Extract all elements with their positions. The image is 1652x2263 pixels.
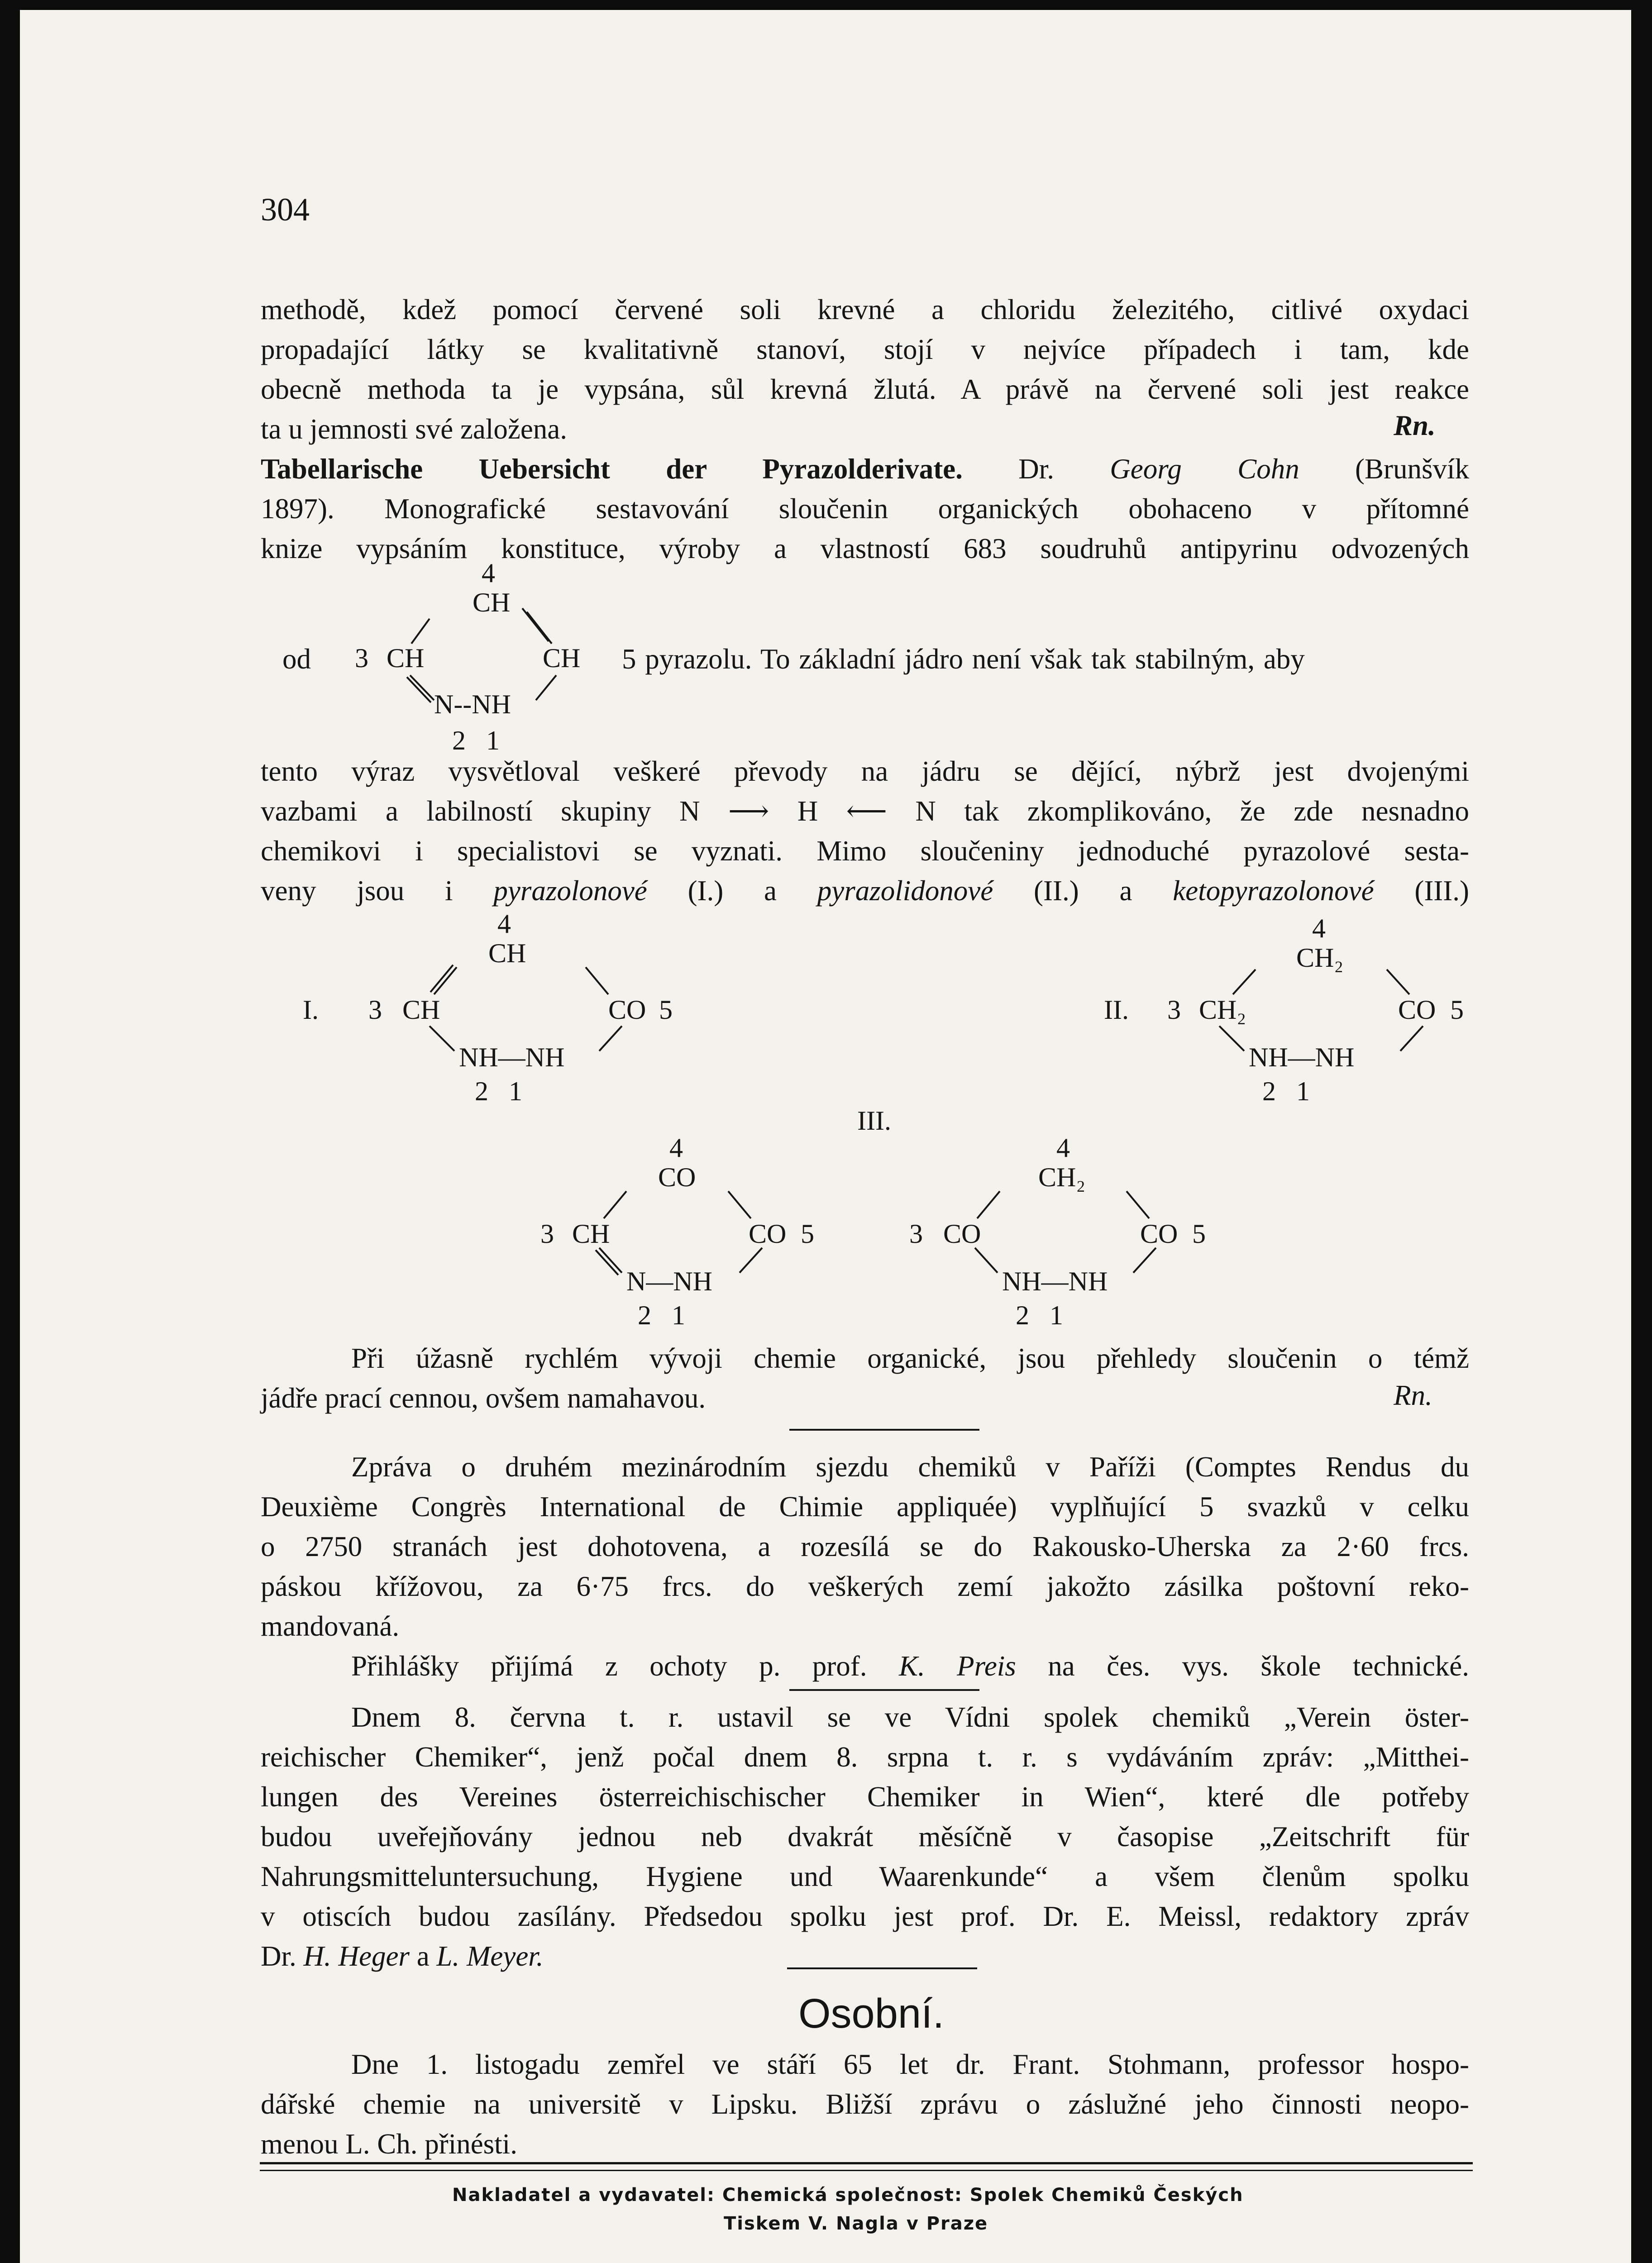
section-divider: [789, 1689, 979, 1691]
text-fragment: Přihlášky přijímá z ochoty p. prof.: [351, 1650, 867, 1682]
structure-label: I.: [303, 995, 319, 1025]
publisher-line: Nakladatel a vydavatel: Chemická společnost: Spolek Chemiků Českých: [452, 2185, 1244, 2206]
person-initial: K.: [898, 1650, 925, 1682]
atom-number: 3: [909, 1219, 923, 1249]
compound-class: ketopyrazolonové: [1173, 875, 1374, 907]
text-line: 1897). Monografické sestavování sloučenin organických obohaceno v přítomné: [261, 493, 1469, 525]
author-prefix: Dr.: [1018, 453, 1054, 485]
text-fragment: (III.): [1414, 875, 1469, 907]
review-title: Tabellarische Uebersicht der Pyrazolderivate.: [261, 453, 963, 485]
text-line: [261, 1936, 1469, 1976]
text-line: [261, 1646, 1469, 1686]
person-name: Preis: [957, 1650, 1016, 1682]
text-line: vazbami a labilností skupiny N ⟶ H ⟵ N tak zkomplikováno, že zde nesnadno: [261, 795, 1469, 827]
person-name: L. Meyer.: [436, 1940, 544, 1972]
printer-line: Tiskem V. Nagla v Praze: [724, 2213, 988, 2234]
paragraph-obituary: [261, 2044, 1469, 2164]
review-closing: [261, 1338, 1469, 1418]
review-place: (Brunšvík: [1355, 453, 1469, 485]
atom-label: CH: [543, 643, 581, 673]
section-heading-osobni: Osobní.: [798, 1991, 945, 2037]
atom-number: 3: [540, 1219, 554, 1249]
atom-number: 4: [1312, 913, 1326, 943]
text-line: Dnem 8. června t. r. ustavil se ve Vídni spolek chemiků „Verein öster-: [351, 1701, 1469, 1733]
atom-label: CH: [488, 938, 526, 968]
paragraph-congress: [261, 1447, 1469, 1686]
atom-label: CO: [943, 1219, 981, 1249]
text-fragment: (I.) a: [688, 875, 777, 907]
atom-label: CH: [402, 995, 440, 1025]
footer-rule: [260, 2162, 1473, 2164]
text-line: páskou křížovou, za 6·75 frcs. do veškerých zemí jakožto zásilka poštovní reko-: [261, 1571, 1469, 1602]
atom-label: N—NH: [626, 1266, 712, 1296]
atom-label: CH₂: [1199, 995, 1246, 1025]
signature-rn: Rn.: [1394, 410, 1436, 441]
atom-number: 5: [801, 1219, 814, 1249]
text-fragment: (II.) a: [1034, 875, 1132, 907]
text-line: budou uveřejňovány jednou neb dvakrát měsíčně v časopise „Zeitschrift für: [261, 1821, 1469, 1852]
structure-label: II.: [1104, 995, 1129, 1025]
atom-number: 4: [497, 909, 511, 939]
compound-class: pyrazolidonové: [817, 875, 993, 907]
atom-label: NH—NH: [459, 1042, 565, 1072]
atom-label: N--NH: [434, 689, 511, 719]
structure-label: III.: [857, 1106, 891, 1136]
atom-number: 2 1: [475, 1076, 522, 1106]
atom-number: 2 1: [1262, 1076, 1310, 1106]
text-line: ta u jemnosti své založena.: [261, 413, 568, 445]
text-line: obecně methoda ta je vypsána, sůl krevná žlutá. A právě na červené soli jest reakce: [261, 373, 1469, 405]
atom-number: 3: [355, 643, 368, 673]
text-line: mandovaná.: [261, 1610, 400, 1642]
text-line: Deuxième Congrès International de Chimie appliquée) vyplňující 5 svazků v celku: [261, 1491, 1469, 1523]
atom-label: CO: [608, 995, 646, 1025]
text-line: Dne 1. listogadu zemřel ve stáří 65 let dr. Frant. Stohmann, professor hospo-: [351, 2048, 1469, 2080]
text-line: menou L. Ch. přinésti.: [261, 2128, 517, 2160]
text-line: tento výraz vysvětloval veškeré převody na jádru se dějící, nýbrž jest dvojenými: [261, 755, 1469, 787]
text-fragment: na čes. vys. škole technické.: [1048, 1650, 1470, 1682]
text-fragment: veny jsou i: [261, 875, 453, 907]
text-line: propadající látky se kvalitativně stanoví, stojí v nejvíce případech i tam, kde: [261, 334, 1469, 365]
footer-rule: [260, 2170, 1473, 2171]
page-number: 304: [261, 191, 310, 228]
atom-number: 5: [1192, 1219, 1206, 1249]
section-divider: [789, 1429, 979, 1431]
compound-class: pyrazolonové: [493, 875, 647, 907]
atom-label: CH₂: [1038, 1162, 1086, 1192]
atom-number: 2 1: [452, 726, 500, 755]
atom-label: NH—NH: [1249, 1042, 1355, 1072]
atom-label: CH: [473, 587, 511, 617]
text-line: reichischer Chemiker“, jenž počal dnem 8. srpna t. r. s vydáváním zpráv: „Mitthei-: [261, 1741, 1469, 1773]
section-divider: [787, 1967, 977, 1969]
text-fragment: a: [416, 1940, 430, 1972]
atom-label: CO: [1140, 1219, 1178, 1249]
text-line: v otiscích budou zasílány. Předsedou spolku jest prof. Dr. E. Meissl, redaktory zpráv: [261, 1900, 1469, 1932]
journal-page: [20, 10, 1631, 2263]
atom-number: 3: [1167, 995, 1181, 1025]
text-line: Při úžasně rychlém vývoji chemie organické, jsou přehledy sloučenin o témž: [351, 1342, 1469, 1374]
text-line: Zpráva o druhém mezinárodním sjezdu chemiků v Paříži (Comptes Rendus du: [351, 1451, 1469, 1483]
review-author: Georg Cohn: [1110, 453, 1299, 485]
text-line: Nahrungsmitteluntersuchung, Hygiene und Waarenkunde“ a všem členům spolku: [261, 1861, 1469, 1892]
text-line: jádře prací cennou, ovšem namahavou.: [261, 1382, 706, 1414]
atom-number: 5: [1450, 995, 1464, 1025]
text-line: o 2750 stranách jest dohotovena, a rozesílá se do Rakousko-Uherska za 2·60 frcs.: [261, 1531, 1469, 1562]
text-line: knize vypsáním konstituce, výroby a vlastností 683 soudruhů antipyrinu odvozených: [261, 533, 1469, 564]
atom-label: CH: [387, 643, 425, 673]
atom-number: 5: [659, 995, 673, 1025]
atom-number: 4: [1056, 1133, 1070, 1163]
text-line: lungen des Vereines österreichischischer Chemiker in Wien“, které dle potřeby: [261, 1781, 1469, 1813]
text-line: chemikovi i specialistovi se vyznati. Mimo sloučeniny jednoduché pyrazolové sesta-: [261, 835, 1469, 867]
signature-rn: Rn.: [1394, 1380, 1432, 1411]
atom-number: 4: [482, 558, 495, 588]
atom-number: 2 1: [638, 1300, 685, 1330]
atom-label: CO: [1398, 995, 1436, 1025]
paragraph-vienna-society: [261, 1697, 1469, 1976]
text-line: dářské chemie na universitě v Lipsku. Bližší zprávu o záslužné jeho činnosti neopo-: [261, 2088, 1469, 2120]
atom-label: CO: [658, 1162, 696, 1192]
text-fragment: Dr.: [261, 1940, 296, 1972]
atom-number: 4: [669, 1133, 683, 1163]
text-line: 5 pyrazolu. To základní jádro není však tak stabilným, aby: [622, 643, 1305, 675]
atom-number: 3: [368, 995, 382, 1025]
person-name: H. Heger: [303, 1940, 410, 1972]
atom-label: NH—NH: [1002, 1266, 1108, 1296]
text-line: methodě, kdež pomocí červené soli krevné a chloridu železitého, citlivé oxydaci: [261, 294, 1469, 325]
atom-label: CH₂: [1296, 943, 1344, 973]
atom-number: 2 1: [1016, 1300, 1063, 1330]
atom-label: CO: [749, 1219, 787, 1249]
od-word: od: [282, 643, 311, 675]
atom-label: CH: [572, 1219, 610, 1249]
